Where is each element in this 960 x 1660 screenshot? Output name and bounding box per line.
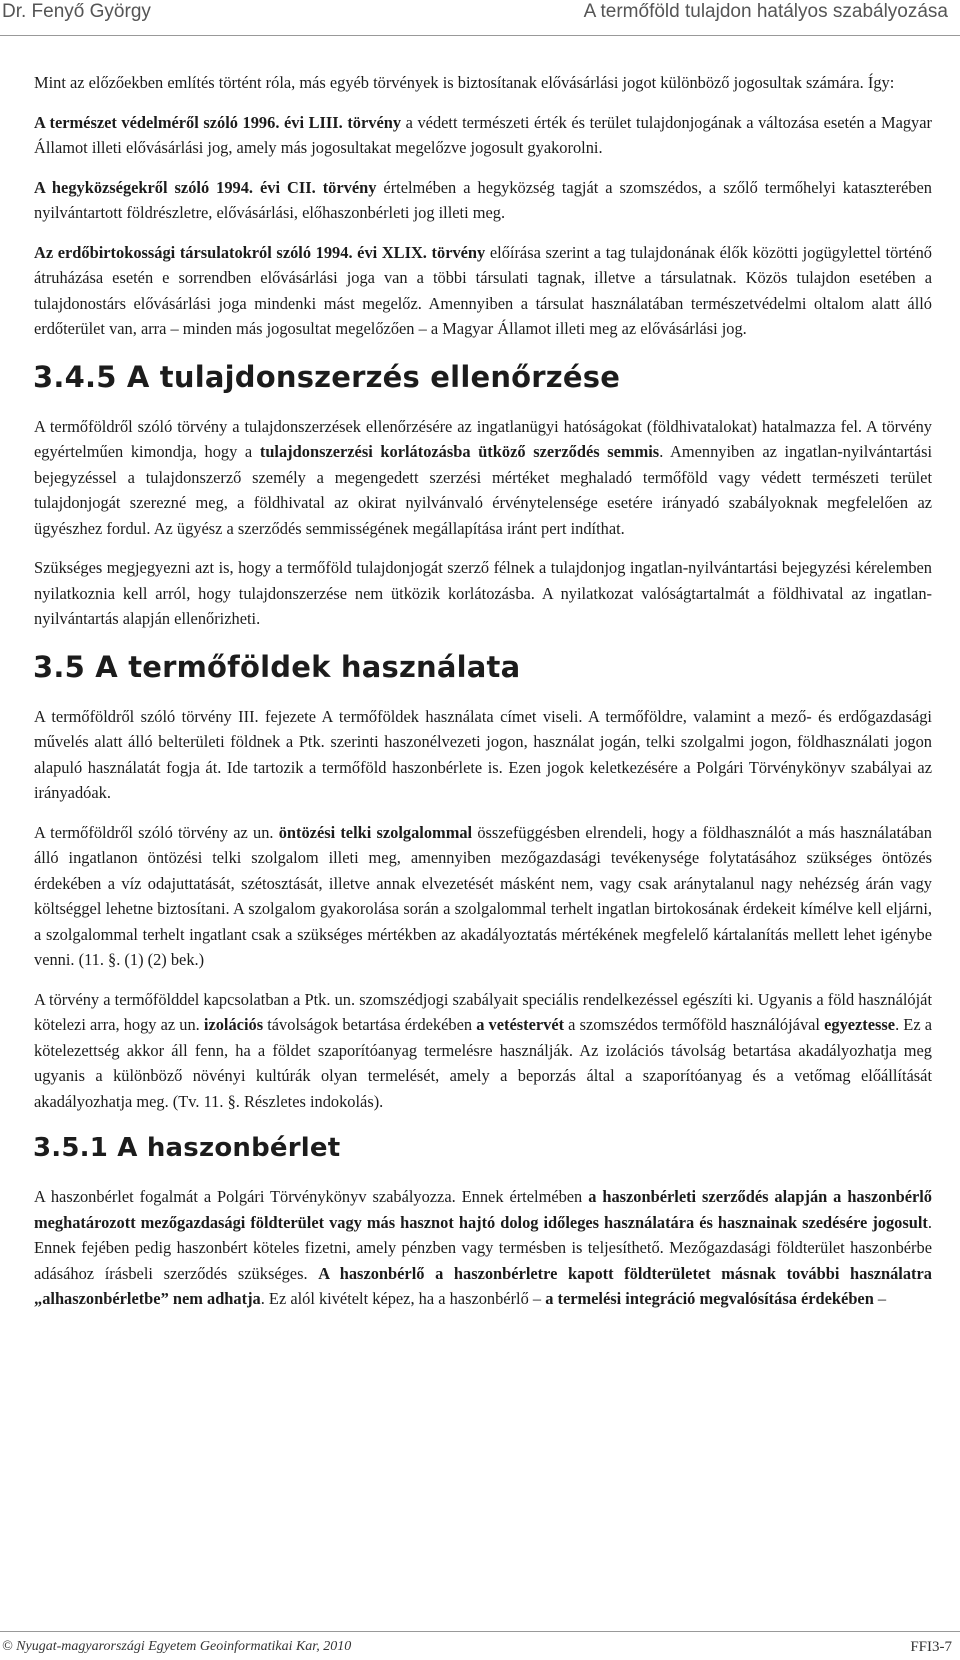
page-content (34, 70, 932, 1326)
emphasis: A haszonbérlő a haszonbérletre kapott földterületet másnak további használatra „alhaszonbérletbe” nem adhatja (34, 1263, 932, 1308)
paragraph-text: . Ez alól kivételt képez, ha a haszonbérlő – (260, 1289, 546, 1308)
paragraph-text: a védett természeti érték és terület tulajdonjogának a változása esetén a Magyar Államot illeti elővásárlási jog, amely más jogosultakat megelőzve jogosult gyakorolni. (34, 112, 932, 157)
paragraph-irrigation (34, 820, 932, 973)
paragraph-nature-law (34, 110, 932, 161)
paragraph-text: – (873, 1289, 887, 1308)
paragraph-text: . Amennyiben az ingatlan-nyilvántartási bejegyzéssel a tulajdonszerző személy a megengedett szerzési mértéket meghaladó termőföld vagy védett természeti terület tulajdonjogát szerezné meg, a földhivatal az okirat nyilvánvaló érvénytelensége esetére irányadó szabályoknak megfelelően az ügyészhez fordul. Az ügyész a szerződés semmisségének megállapítása iránt pert indíthat. (34, 442, 933, 538)
paragraph-text: A termőföldről szóló törvény az un. (34, 822, 279, 842)
law-title: A természet védelméről szóló 1996. évi LIII. törvény (34, 112, 402, 132)
emphasis: izolációs (203, 1015, 264, 1034)
paragraph-text: a szomszédos termőföld használójával (564, 1015, 825, 1034)
header-title: A termőföld tulajdon hatályos szabályozása (583, 1, 948, 22)
paragraph-text: összefüggésben elrendeli, hogy a földhasználót a más használatában álló ingatlanon öntözési telki szolgalom illeti meg, amennyiben mezőgazdasági tevékenysége folytatásához szükséges öntözés érdekében a víz odajuttatását, szétosztását, illetve annak elvezetését másként nem, vagy csak aránytalanul nagy nehézség árán vagy költséggel lehetne biztosítani. A szolgalom gyakorolása során a szolgalommal terhelt ingatlan birtokosának érdekeit kímélve kell eljárni, a szolgalommal terhelt ingatlant csak a szükséges mértékben az akadályoztatás mértékének megfelelő kártalanítás mellett lehet igénybe venni. (11. §. (1) (2) bek.) (34, 822, 932, 969)
emphasis: a termelési integráció megvalósítása érdekében (545, 1289, 874, 1308)
emphasis: a vetéstervét (476, 1015, 565, 1034)
paragraph-text: . Ez a kötelezettség akkor áll fenn, ha a földet szaporítóanyag termelésre használják. Az izolációs távolság betartása akadályozhatja meg ugyanis a különböző növényi kultúrák olyan termelését, amely a beporzás által a szaporítóanyag és a vetőmag előállítását akadályozhatja meg. (Tv. 11. §. Részletes indokolás). (34, 1015, 932, 1111)
emphasis: öntözési telki szolgalommal (278, 822, 473, 842)
law-title: A hegyközségekről szóló 1994. évi CII. törvény (34, 177, 377, 197)
paragraph-text: A haszonbérlet fogalmát a Polgári Törvénykönyv szabályozza. Ennek értelmében (34, 1187, 589, 1206)
paragraph-text: A törvény a termőfölddel kapcsolatban a Ptk. un. szomszédjogi szabályait speciális rendelkezéssel egészíti ki. Ugyanis a föld használóját kötelezi arra, hogy az un. (34, 989, 932, 1034)
paragraph-intro: Mint az előzőekben említés történt róla, más egyéb törvények is biztosítanak elővásárlási jogot különböző jogosultak számára. Így: (34, 73, 895, 92)
footer-divider (0, 1631, 960, 1632)
law-title: Az erdőbirtokossági társulatokról szóló 1994. évi XLIX. törvény (34, 242, 486, 262)
paragraph-forest-law (34, 240, 932, 342)
header-divider (0, 35, 960, 36)
paragraph-ownership-control (34, 414, 932, 542)
paragraph-land-use: A termőföldről szóló törvény III. fejezete A termőföldek használata címet viseli. A termőföldre, valamint a mező- és erdőgazdasági művelés alatt álló belterületi földnek a Ptk. szerinti haszonélvezeti jogon, használat jogán, telki szolgalmi jogon, földhasználati jogon alapuló használatát fogja át. Ide tartozik a termőföld haszonbérlete is. Ezen jogok keletkezésére a Polgári Törvénykönyv szabályai az irányadóak. (34, 706, 932, 802)
paragraph-isolation (34, 987, 932, 1115)
paragraph-wine-law (34, 175, 932, 226)
paragraph-text: . Ennek fejében pedig haszonbért köteles fizetni, amely pénzben vagy termésben is teljesíthető. Mezőgazdasági földterület haszonbérbe adásához írásbeli szerződés szükséges. (34, 1212, 932, 1283)
paragraph-text: távolságok betartása érdekében (263, 1015, 477, 1034)
section-heading-3-4-5: 3.4.5 A tulajdonszerzés ellenőrzése (33, 359, 621, 394)
paragraph-text: előírása szerint a tag tulajdonának élők közötti jogügylettel történő átruházása esetén e sorrendben elővásárlási joga van a többi társulati tagnak, illetve a társulatnak. Közös tulajdon esetében a tulajdonostárs elővásárlási joga mindenki mást megelőz. Amennyiben a társulat használatában természetvédelmi oltalom alatt álló erdőterület van, arra – minden más jogosultat megelőzően – a Magyar Államot illeti meg az elővásárlási jog. (34, 242, 932, 338)
paragraph-lease (34, 1184, 932, 1312)
paragraph-text: A termőföldről szóló törvény a tulajdonszerzések ellenőrzésére az ingatlanügyi hatóságokat (földhivatalokat) hatalmazza fel. A törvény egyértelműen kimondja, hogy a (34, 416, 932, 461)
emphasis: a haszonbérleti szerződés alapján a haszonbérlő meghatározott mezőgazdasági földterület vagy más hasznot hajtó dolog időleges használatára és hasznainak szedésére jogosult (34, 1187, 933, 1232)
paragraph-declaration: Szükséges megjegyezni azt is, hogy a termőföld tulajdonjogát szerző félnek a tulajdonjog ingatlan-nyilvántartási bejegyzési kérelemben nyilatkoznia kell arról, hogy tulajdonszerzése nem ütközik korlátozásba. A nyilatkozat valóságtartalmát a földhivatal az ingatlan-nyilvántartás alapján ellenőrizheti. (34, 558, 932, 628)
section-heading-3-5-1: 3.5.1 A haszonbérlet (33, 1133, 341, 1163)
section-heading-3-5: 3.5 A termőföldek használata (33, 649, 521, 684)
page-number: FFI3-7 (910, 1639, 952, 1655)
emphasis: egyeztesse (824, 1015, 896, 1034)
footer-copyright: © Nyugat-magyarországi Egyetem Geoinformatikai Kar, 2010 (2, 1639, 352, 1654)
paragraph-text: értelmében a hegyközség tagját a szomszédos, a szőlő termőhelyi kataszterében nyilvántartott földrészletre, elővásárlási, előhaszonbérleti jog illeti meg. (34, 177, 932, 222)
emphasis: tulajdonszerzési korlátozásba ütköző szerződés semmis (259, 442, 660, 461)
header-author: Dr. Fenyő György (2, 1, 151, 22)
